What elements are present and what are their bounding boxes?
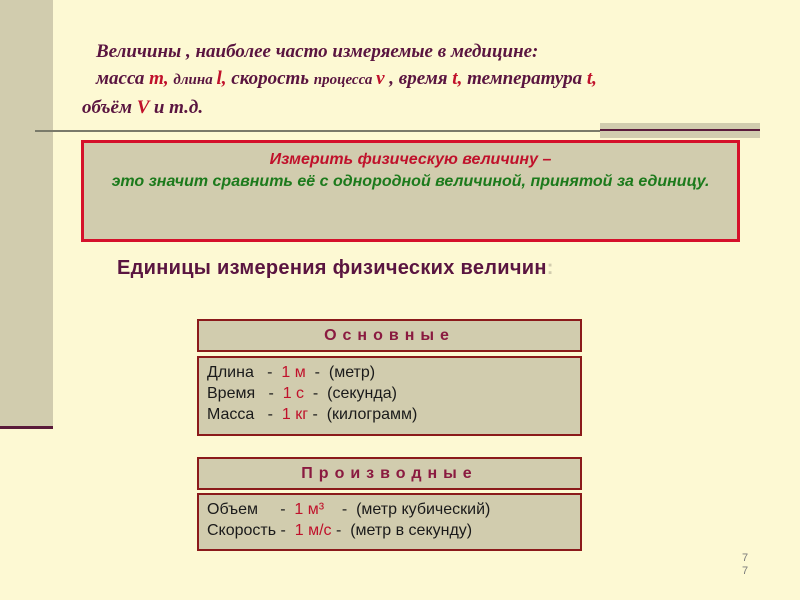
unit-value: 1 кг [281,406,309,423]
etc-label: и т.д. [149,97,204,118]
unit-desc: - (метр в секунду) [331,522,473,539]
definition-text: это значит сравнить её с однородной величиной, принятой за единицу. [111,173,710,190]
header-divider [35,130,600,132]
mass-label: масса [96,68,150,89]
definition-box [81,140,740,242]
unit-value: 1 м [281,364,306,381]
header-line-1: Величины , наиболее часто измеряемые в медицине: [96,41,539,62]
unit-desc: - (секунда) [304,385,397,402]
page-number: 7 [742,552,749,564]
length-symbol: l, [216,68,227,89]
left-sidebar-decoration [0,0,53,427]
list-item [207,520,580,541]
speed-label: скорость [226,68,314,89]
volume-label: объём [82,97,137,118]
mass-symbol: m, [149,68,169,89]
unit-desc: - (метр кубический) [324,501,491,518]
basic-units-heading: Основные [197,319,582,352]
divider-tab-line [600,129,760,131]
sidebar-underline [0,426,53,429]
speed-symbol: v [376,68,385,89]
temperature-label: температура [462,68,587,89]
temperature-symbol: t, [586,68,597,89]
list-item [207,404,580,425]
derived-units-heading: Производные [197,457,582,490]
unit-value: 1 м/с [294,522,332,539]
definition-title: Измерить физическую величину – [269,151,552,168]
time-label: , время [384,68,453,89]
list-item [207,499,580,520]
unit-value: 1 с [282,385,305,402]
unit-name: Скорость - [207,522,295,539]
basic-units-list [197,356,582,436]
unit-name: Объем - [207,501,295,518]
volume-symbol: V [136,97,150,118]
page-number-secondary: 7 [742,565,749,577]
process-label: процесса [313,72,377,88]
header-line-2 [82,65,772,94]
header-text [82,38,772,121]
list-item [207,383,580,404]
units-title-text: Единицы измерения физических величин [117,257,547,279]
unit-value: 1 м³ [294,501,325,518]
unit-desc: - (метр) [305,364,376,381]
unit-name: Время - [207,385,283,402]
derived-units-list [197,493,582,551]
unit-name: Масса - [207,406,282,423]
units-title [117,257,717,280]
unit-name: Длина - [207,364,282,381]
units-title-colon: : [546,257,554,279]
list-item [207,362,580,383]
time-symbol: t, [452,68,463,89]
length-label: длина [173,72,217,88]
header-line-3 [82,94,772,121]
unit-desc: - (килограмм) [308,406,418,423]
